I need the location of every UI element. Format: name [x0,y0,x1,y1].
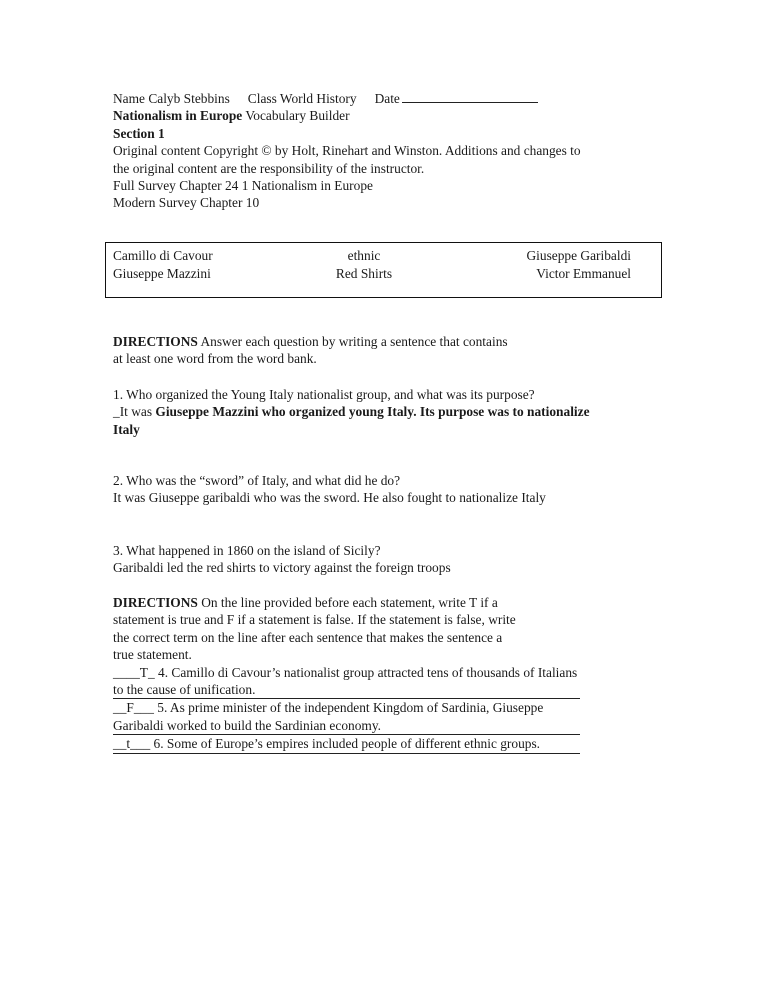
word-bank-term: Giuseppe Mazzini [113,266,211,281]
question-text: 1. Who organized the Young Italy nationalist group, and what was its purpose? [113,387,535,402]
statement-5-line-2: Garibaldi worked to build the Sardinian economy. [113,717,381,733]
word-bank-row [106,265,661,283]
question-text: 3. What happened in 1860 on the island of Sicily? [113,543,381,558]
question-1 [113,386,673,438]
directions-text: On the line provided before each statement, write T if a [197,595,498,610]
full-survey-line: Full Survey Chapter 24 1 Nationalism in Europe [113,178,373,194]
word-bank [105,242,662,298]
word-bank-term: ethnic [347,248,381,263]
copyright-line-1: Original content Copyright © by Holt, Rinehart and Winston. Additions and changes to [113,143,581,159]
answer-text: Italy [113,421,140,437]
statement-4-line-2: to the cause of unification. [113,682,256,698]
answer-text: Giuseppe Mazzini who organized young Italy. Its purpose was to nationalize [155,404,590,420]
worksheet-title [113,107,673,124]
statement-5-line-1: __F___ 5. As prime minister of the independent Kingdom of Sardinia, Giuseppe [113,700,544,716]
answer-prefix: _It was [113,404,156,420]
question-3 [113,542,673,577]
directions-text: at least one word from the word bank. [113,351,317,367]
date-label: Date [374,91,400,106]
copyright-line-2: the original content are the responsibility of the instructor. [113,160,425,176]
statement-6-line-1: __t___ 6. Some of Europe’s empires included people of different ethnic groups. [113,736,541,752]
answer-text: It was Giuseppe garibaldi who was the sword. He also fought to nationalize Italy [113,490,546,506]
modern-survey-line: Modern Survey Chapter 10 [113,195,260,211]
date-blank [402,90,538,103]
word-bank-term: Red Shirts [335,266,393,281]
worksheet-title-rest: Vocabulary Builder [245,108,350,124]
directions-text: the correct term on the line after each sentence that makes the sentence a [113,629,503,645]
student-name: Name Calyb Stebbins [113,91,230,106]
answer-rule [113,753,580,754]
directions-text: statement is true and F if a statement is false. If the statement is false, write [113,612,516,628]
directions-label: DIRECTIONS [113,595,198,610]
header-line [113,90,673,107]
statement-4-line-1: ____T_ 4. Camillo di Cavour’s nationalist group attracted tens of thousands of Italians [113,664,578,680]
answer-text: Garibaldi led the red shirts to victory against the foreign troops [113,560,451,576]
word-bank-term: Camillo di Cavour [113,248,213,263]
directions-2 [113,594,673,754]
document-header [113,90,673,212]
word-bank-term: Victor Emmanuel [536,266,631,281]
worksheet-title-bold: Nationalism in Europe [113,108,243,124]
word-bank-row [106,247,661,265]
directions-text: true statement. [113,647,192,663]
section-label: Section 1 [113,125,165,141]
class-name: Class World History [247,91,357,106]
directions-label: DIRECTIONS [113,334,198,349]
directions-text: Answer each question by writing a sentence that contains [197,334,508,349]
question-2 [113,472,673,507]
directions-1 [113,333,673,368]
word-bank-term: Giuseppe Garibaldi [526,248,631,263]
question-text: 2. Who was the “sword” of Italy, and what did he do? [113,473,401,488]
